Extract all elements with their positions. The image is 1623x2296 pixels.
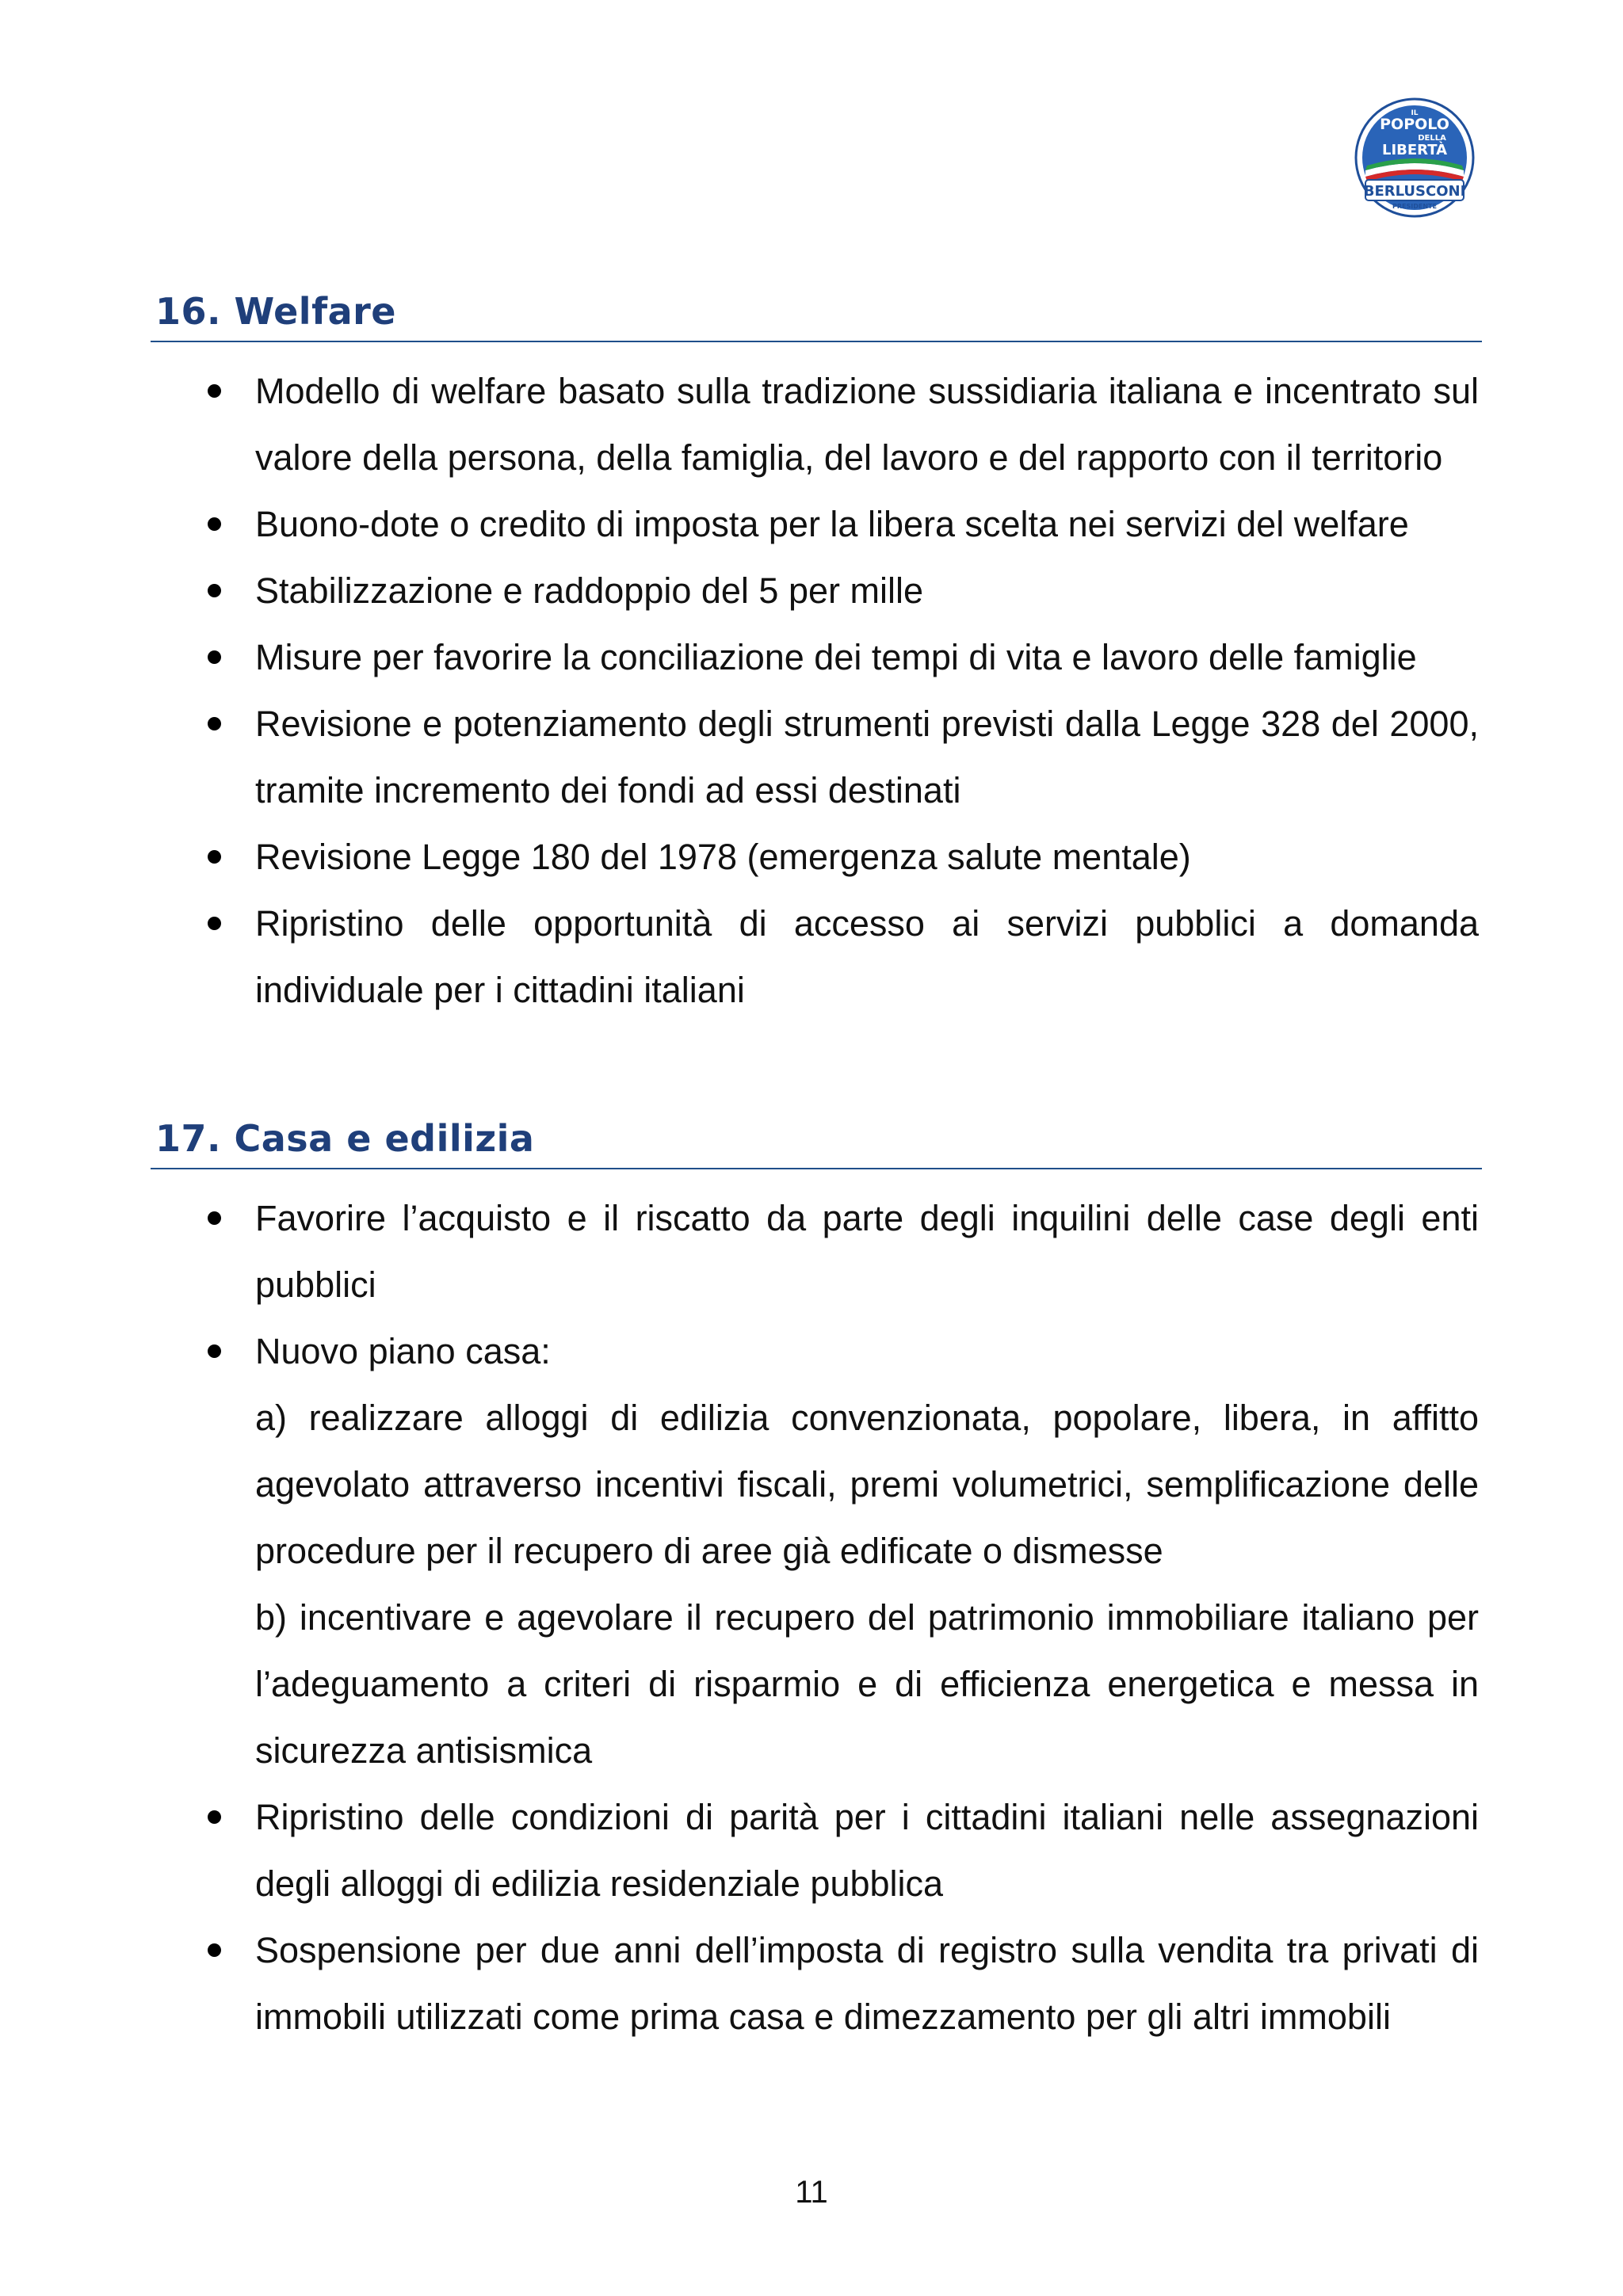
- list-item-text: Misure per favorire la conciliazione dei tempi di vita e lavoro delle famiglie: [255, 637, 1417, 677]
- list-item: [151, 1185, 1479, 1318]
- list-item: [151, 1784, 1479, 1917]
- section-title-casa-edilizia: 17. Casa e edilizia: [155, 1117, 535, 1160]
- list-item: [151, 1318, 1479, 1784]
- section-title-welfare: 16. Welfare: [155, 290, 397, 333]
- logo-text-4: LIBERTÀ: [1381, 142, 1448, 158]
- bullet-icon: [208, 584, 221, 597]
- list-item-text: Nuovo piano casa:: [255, 1331, 551, 1371]
- bullet-icon: [208, 384, 221, 398]
- logo-text-5: BERLUSCONI: [1363, 183, 1466, 200]
- list-item-text: Ripristino delle condizioni di parità per i cittadini italiani nelle assegnazioni degli alloggi di edilizia residenziale pubblica: [255, 1797, 1479, 1904]
- sub-item-b: b) incentivare e agevolare il recupero del patrimonio immobiliare italiano per l’adeguamento a criteri di risparmio e di efficienza energetica e messa in sicurezza antisismica: [255, 1597, 1479, 1771]
- sub-item-a: a) realizzare alloggi di edilizia convenzionata, popolare, libera, in affitto agevolato attraverso incentivi fiscali, premi volumetrici, semplificazione delle procedure per il recupero di aree già edificate o dismesse: [255, 1398, 1479, 1571]
- bullet-icon: [208, 850, 221, 864]
- welfare-list: [151, 358, 1479, 1024]
- list-item: [151, 491, 1479, 558]
- list-item: [151, 891, 1479, 1024]
- list-item-text: Stabilizzazione e raddoppio del 5 per mille: [255, 570, 924, 611]
- party-logo: [1354, 97, 1475, 218]
- list-item-text: Revisione Legge 180 del 1978 (emergenza salute mentale): [255, 837, 1191, 877]
- list-item: [151, 824, 1479, 891]
- list-item: [151, 1917, 1479, 2050]
- logo-text-3: DELLA: [1418, 134, 1446, 143]
- list-item-text: Ripristino delle opportunità di accesso ai servizi pubblici a domanda individuale per i cittadini italiani: [255, 903, 1479, 1010]
- bullet-icon: [208, 1344, 221, 1358]
- list-item-text: Revisione e potenziamento degli strumenti previsti dalla Legge 328 del 2000, tramite incremento dei fondi ad essi destinati: [255, 704, 1479, 810]
- section-divider: [151, 341, 1482, 342]
- list-item: [151, 691, 1479, 824]
- list-item-text: Buono-dote o credito di imposta per la libera scelta nei servizi del welfare: [255, 504, 1409, 544]
- logo-text-1: IL: [1411, 109, 1419, 117]
- list-item-text: Favorire l’acquisto e il riscatto da parte degli inquilini delle case degli enti pubblici: [255, 1198, 1479, 1305]
- bullet-icon: [208, 717, 221, 730]
- bullet-icon: [208, 1943, 221, 1957]
- list-item-text: Sospensione per due anni dell’imposta di registro sulla vendita tra privati di immobili utilizzati come prima casa e dimezzamento per gli altri immobili: [255, 1930, 1479, 2037]
- list-item: [151, 624, 1479, 691]
- bullet-icon: [208, 1211, 221, 1225]
- bullet-icon: [208, 1810, 221, 1824]
- page-number: 11: [795, 2175, 828, 2210]
- list-item: [151, 358, 1479, 491]
- bullet-icon: [208, 517, 221, 531]
- bullet-icon: [208, 917, 221, 930]
- list-item-text: Modello di welfare basato sulla tradizione sussidiaria italiana e incentrato sul valore della persona, della famiglia, del lavoro e del rapporto con il territorio: [255, 371, 1479, 478]
- logo-text-6: PRESIDENTE: [1392, 203, 1437, 210]
- section-divider: [151, 1168, 1482, 1169]
- bullet-icon: [208, 650, 221, 664]
- casa-list: [151, 1185, 1479, 2050]
- list-item: [151, 558, 1479, 624]
- logo-text-2: POPOLO: [1380, 116, 1449, 133]
